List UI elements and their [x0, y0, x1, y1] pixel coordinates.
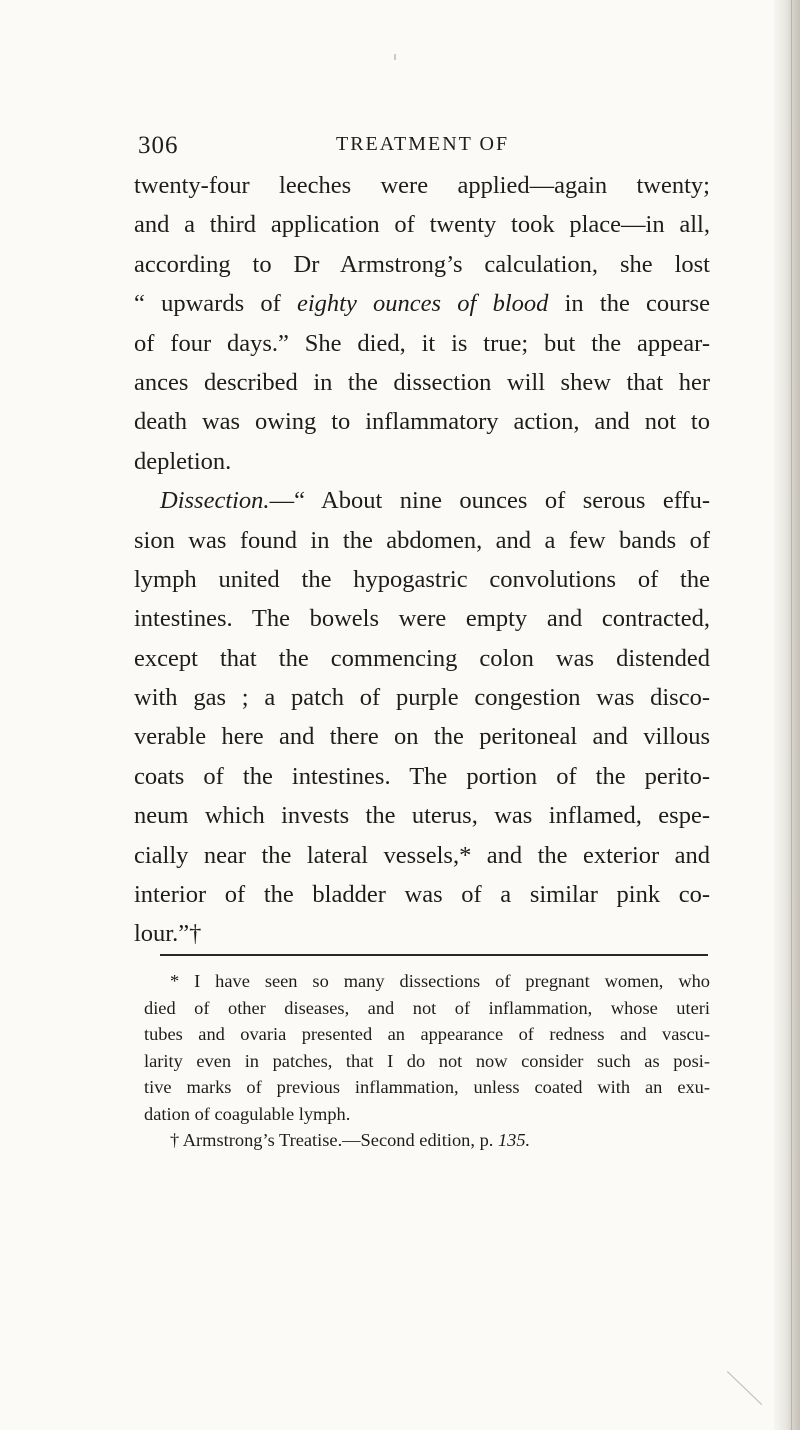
body-line: ances described in the dissection will shew that her	[134, 368, 710, 396]
footnotes	[144, 968, 710, 1154]
footnote-line	[144, 1127, 710, 1154]
body-line: of four days.” She died, it is true; but the appear-	[134, 329, 710, 357]
footnote-line: died of other diseases, and not of inflammation, whose uteri	[144, 997, 710, 1018]
body-line: with gas ; a patch of purple congestion was disco-	[134, 684, 710, 712]
body-line: depletion.	[134, 447, 232, 475]
body-line: lour.”†	[134, 920, 202, 948]
footnote-page-ref: 135.	[497, 1130, 531, 1150]
body-line: death was owing to inflammatory action, and not to	[134, 408, 710, 436]
footnote-line: * I have seen so many dissections of pregnant women, who	[170, 971, 710, 991]
page-edge-line	[791, 0, 792, 1430]
paper-speck	[394, 54, 396, 60]
body-line: cially near the lateral vessels,* and the exterior and	[134, 841, 710, 869]
body-line: and a third application of twenty took place—in all,	[134, 211, 710, 239]
body-line: except that the commencing colon was distended	[134, 644, 710, 672]
body-line: sion was found in the abdomen, and a few bands of	[134, 526, 710, 554]
footnote-line: tive marks of previous inflammation, unless coated with an exu-	[144, 1077, 710, 1097]
running-head	[138, 132, 678, 162]
body-line: according to Dr Armstrong’s calculation, she lost	[134, 250, 710, 278]
body-line: intestines. The bowels were empty and contracted,	[134, 605, 710, 633]
footnote-line: larity even in patches, that I do not now consider such as posi-	[144, 1050, 710, 1071]
emphasis-text: eighty ounces of blood	[296, 290, 549, 318]
body-text-segment: in the course	[548, 290, 711, 318]
body-line: lymph united the hypogastric convolutions of the	[134, 565, 710, 593]
paper-crease-mark	[727, 1371, 762, 1405]
page-number: 306	[138, 132, 179, 159]
footnote-line: dation of coagulable lymph.	[144, 1103, 351, 1124]
footnote-text-segment: † Armstrong’s Treatise.—Second edition, p.	[170, 1130, 498, 1150]
body-line: twenty-four leeches were applied—again twenty;	[134, 172, 710, 199]
body-text	[134, 166, 710, 954]
body-text-segment: —“ About nine ounces of serous effu-	[269, 487, 710, 515]
header-title: TREATMENT OF	[336, 133, 510, 155]
body-line: coats of the intestines. The portion of the perito-	[134, 762, 710, 790]
body-line: verable here and there on the peritoneal and villous	[134, 723, 710, 751]
body-line	[134, 481, 710, 520]
body-line: neum which invests the uterus, was inflamed, espe-	[134, 802, 710, 830]
body-line	[134, 284, 710, 323]
body-line: interior of the bladder was of a similar pink co-	[134, 881, 710, 909]
body-text-segment: “ upwards of	[134, 290, 297, 318]
section-heading-dissection: Dissection.	[160, 487, 270, 515]
page-edge-shadow	[774, 0, 800, 1430]
footnote-divider	[160, 954, 708, 956]
footnote-line: tubes and ovaria presented an appearance of redness and vascu-	[144, 1024, 710, 1044]
